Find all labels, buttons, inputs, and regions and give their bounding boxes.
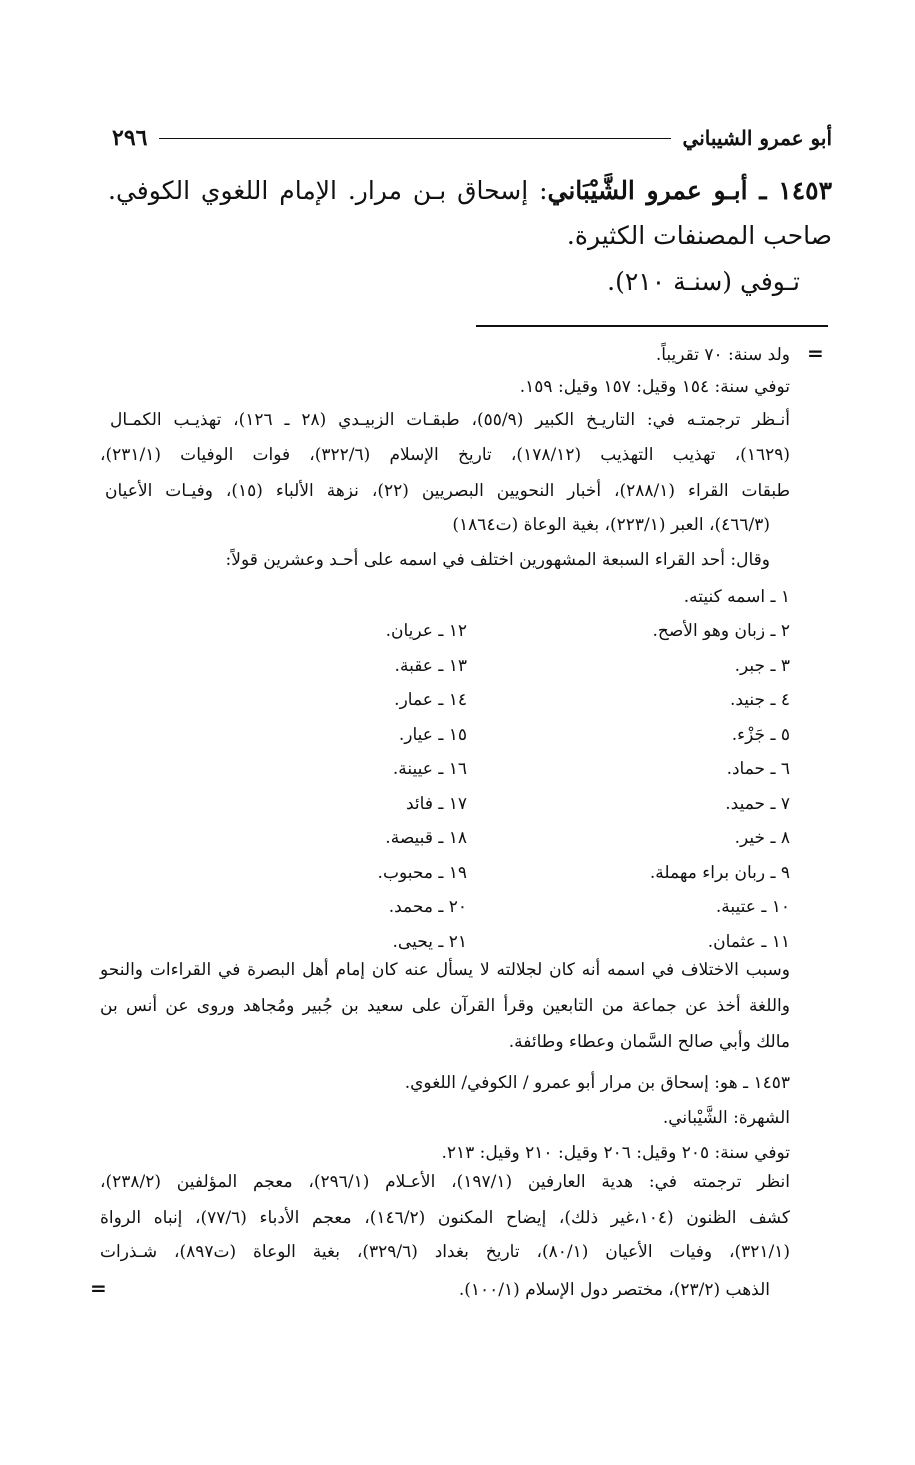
footnote-line: كشف الظنون (١٠٤،غير ذلك)، إيضاح المكنون (١٤٦/٢)، معجم الأدباء (٧٧/٦)، إنباه الرواة xyxy=(100,1208,790,1228)
list-item: ١٠ ـ عتيبة. xyxy=(715,897,790,917)
footnote-line: توفي سنة: ١٥٤ وقيل: ١٥٧ وقيل: ١٥٩. xyxy=(519,377,790,397)
entry-description: : إسحاق بـن مرار. الإمام اللغوي الكوفي. صاحب المصنفات الكثيرة. xyxy=(108,176,832,250)
footnote-line: الشهرة: الشَّيْباني. xyxy=(662,1108,790,1128)
list-item: ١٤ ـ عمار. xyxy=(394,690,467,710)
footnote-line: واللغة أخذ عن جماعة من التابعين وقرأ القرآن على سعيد بن جُبير ومُجاهد وروى عن أنس بن xyxy=(100,996,790,1016)
names-list-right xyxy=(650,614,790,959)
list-item: ٤ ـ جنيد. xyxy=(729,690,790,710)
list-item: ١٥ ـ عيار. xyxy=(398,724,467,745)
footnote-line: (٣٢١/١)، وفيات الأعيان (٨٠/١)، تاريخ بغداد (٣٢٩/٦)، بغية الوعاة (ت٨٩٧)، شـذرات xyxy=(100,1242,791,1262)
footnote-continuation-marker: = xyxy=(90,1276,107,1300)
biography-entry xyxy=(108,168,832,258)
footnote-line: (١٦٢٩)، تهذيب التهذيب (١٧٨/١٢)، تاريخ الإسلام (٣٢٢/٦)، فوات الوفيات (٢٣١/١)، xyxy=(100,445,790,465)
list-item: ٥ ـ جَزْء. xyxy=(731,724,790,745)
footnote-line: انظر ترجمته في: هدية العارفين (١٩٧/١)، الأعـلام (٢٩٦/١)، معجم المؤلفين (٢٣٨/٢)، xyxy=(100,1172,790,1192)
footnote-line: توفي سنة: ٢٠٥ وقيل: ٢٠٦ وقيل: ٢١٠ وقيل: ٢١٣. xyxy=(441,1143,790,1163)
footnote-line: وقال: أحد القراء السبعة المشهورين اختلف في اسمه على أحـد وعشرين قولاً: xyxy=(225,550,770,570)
footnote-line: ولد سنة: ٧٠ تقريباً. xyxy=(655,345,790,365)
footnote-line: أنـظر ترجمتـه في: التاريـخ الكبير (٥٥/٩)، طبقـات الزبيـدي (٢٨ ـ ١٢٦)، تهذيـب الكمـال xyxy=(110,410,790,430)
footnote-separator xyxy=(476,325,828,327)
list-item: ٢٠ ـ محمد. xyxy=(388,897,467,917)
list-item: ١١ ـ عثمان. xyxy=(707,931,790,952)
running-head xyxy=(112,118,832,158)
list-item: ٨ ـ خير. xyxy=(734,828,790,848)
header-rule xyxy=(159,138,670,139)
list-item: ٩ ـ ربان براء مهملة. xyxy=(649,862,790,883)
list-item: ٦ ـ حماد. xyxy=(726,759,790,779)
list-item: ١٨ ـ قبيصة. xyxy=(385,828,467,848)
list-item: ١٣ ـ عقبة. xyxy=(394,655,467,676)
list-item: ١٦ ـ عيينة. xyxy=(392,759,467,779)
page-number: ٢٩٦ xyxy=(112,125,148,151)
footnote-line: مالك وأبي صالح السَّمان وعطاء وطائفة. xyxy=(508,1032,790,1052)
footnote-line: طبقات القراء (٢٨٨/١)، أخبار النحويين البصريين (٢٢)، نزهة الألباء (١٥)، وفيـات الأعيان xyxy=(105,481,790,501)
footnote-line: ١٤٥٣ ـ هو: إسحاق بن مرار أبو عمرو / الكوفي/ اللغوي. xyxy=(404,1073,790,1093)
footnote-line: (٤٦٦/٣)، العبر (٢٢٣/١)، بغية الوعاة (ت١٨٦٤) xyxy=(452,515,770,535)
names-list-left xyxy=(378,614,467,959)
list-item: ٣ ـ جبر. xyxy=(734,655,790,676)
list-item: ٢ ـ زبان وهو الأصح. xyxy=(652,621,790,641)
list-item: ١٢ ـ عريان. xyxy=(385,621,467,641)
footnote-continuation-marker: = xyxy=(807,341,824,365)
running-title: أبو عمرو الشيباني xyxy=(682,126,832,150)
entry-death-line: تـوفي (سنـة ٢١٠). xyxy=(607,267,800,296)
footnote-line: وسبب الاختلاف في اسمه أنه كان لجلالته لا يسأل عنه كان إمام أهل البصرة في القراءات والنحو xyxy=(100,960,790,980)
footnote-line: الذهب (٢٣/٢)، مختصر دول الإسلام (١٠٠/١). xyxy=(458,1280,770,1300)
footnote-line: ١ ـ اسمه كنيته. xyxy=(683,587,790,607)
entry-heading: ١٤٥٣ ـ أبـو عمرو الشَّيْبَاني xyxy=(547,176,832,205)
list-item: ١٧ ـ فائد xyxy=(405,793,467,814)
list-item: ١٩ ـ محبوب. xyxy=(377,862,467,883)
list-item: ٧ ـ حميد. xyxy=(725,793,790,814)
list-item: ٢١ ـ يحيى. xyxy=(392,931,467,952)
